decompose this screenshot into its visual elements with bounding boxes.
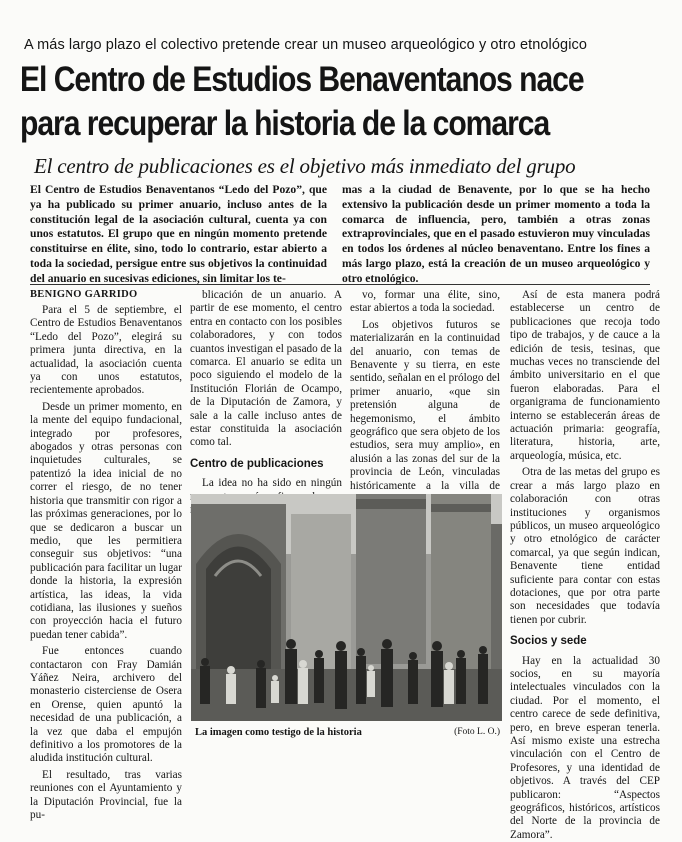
photo-credit: (Foto L. O.) bbox=[454, 727, 500, 737]
byline: BENIGNO GARRIDO bbox=[30, 289, 138, 300]
subhead-socios-sede: Socios y sede bbox=[510, 635, 587, 648]
kicker: A más largo plazo el colectivo pretende crear un museo arqueológico y otro etnológico bbox=[24, 37, 588, 53]
lead-left: El Centro de Estudios Benaventanos “Ledo del Pozo”, que ya ha publicado su primer anuario, incluso antes de la constitución legal de la asociación cultural, cuenta ya con unos estatutos. El grupo que en ningún momento pretende constituirse en élite, sino, todo lo contrario, estar abierto a toda la sociedad, persigue entre sus objetivos la continuidad del anuario en sucesivas ediciones, sin limitar los te- bbox=[30, 183, 327, 285]
headline-line-1: El Centro de Estudios Benaventanos nace bbox=[20, 60, 584, 99]
photo-caption bbox=[195, 727, 500, 738]
column-4 bbox=[510, 289, 660, 842]
lead-right: mas a la ciudad de Benavente, por lo que se ha hecho extensivo la publicación desde un primer momento a toda la comarca de influencia, pero, también a otras zonas extraprovinciales, que en el pasado estuvieron muy vinculadas en todos los órdenes al núcleo benaventano. Entre los fines a más largo plazo, está la creación de un museo arqueológico y otro etnológico. bbox=[342, 183, 650, 285]
column-2 bbox=[190, 289, 342, 518]
paragraph: Desde un primer momento, en la mente del equipo fundacional, integrado por profesores, abogados y otras personas con inquietudes culturales, se patentizó la idea inicial de no correr el riesgo, de no tener historia que transmitir con rigor a las próximas generaciones, por lo que se dedicaron a buscar un medio, que les permitiera conseguir sus objetivos: “una publicación para facilitar un lugar donde la historia, la expresión artística, las ideas, la vida cotidiana, las ilusiones y sueños con proyección hacia el futuro puedan tener cabida”. bbox=[30, 400, 182, 641]
paragraph: Así de esta manera podrá establecerse un centro de publicaciones que recoja todo tipo de trabajos, y de cauce a la edición de tesis, tesinas, que muchas veces no transciende del ámbito universitario en el que fueron elaboradas. Para el organigrama de funcionamiento interno se establecerán áreas de actuación primaria: geografía, literatura, historia, arte, arqueología, música, etc. bbox=[510, 289, 660, 462]
paragraph: Para el 5 de septiembre, el Centro de Estudios Benaventanos “Ledo del Pozo”, elegirá su primera junta directiva, en la actualidad, la asociación cuenta ya con unos estatutos, recientemente aprobados. bbox=[30, 304, 182, 397]
paragraph: El resultado, tras varias reuniones con el Ayuntamiento y la Diputación Provincial, fue la pu- bbox=[30, 768, 182, 822]
paragraph: vo, formar una élite, sino, estar abiertos a toda la sociedad. bbox=[350, 289, 500, 315]
paragraph: blicación de un anuario. A partir de ese momento, el centro entra en contacto con los posibles colaboradores, y con todos cuantos investigan el pasado de la comarca. El anuario se edita un poco siguiendo el modelo de la Institución Florián de Ocampo, de la Diputación de Zamora, y sale a la calle incluso antes de estar constituida la asociación como tal. bbox=[190, 289, 342, 449]
headline-line-2: para recuperar la historia de la comarca bbox=[20, 104, 550, 143]
photo-illustration bbox=[191, 494, 502, 721]
caption-text: La imagen como testigo de la historia bbox=[195, 727, 362, 738]
paragraph: Los objetivos futuros se materializarán en la continuidad del anuario, con temas de Benavente y su tierra, en este sentido, señalan en el prólogo del primer anuario, «que sin pretensión alguna de hegemonismo, el ámbito geográfico que sera objeto de los estudios, sera muy amplio», en alusión a las zonas del sur de la provincia de León, vinculadas históricamente a la villa de bbox=[350, 318, 500, 492]
headline bbox=[20, 58, 584, 146]
column-1 bbox=[30, 304, 182, 822]
paragraph: La idea no ha sido en ningún bbox=[202, 477, 342, 490]
paragraph: Hay en la actualidad 30 socios, en su mayoría intelectuales vinculados con la ciudad. Por el momento, el centro carece de sede definitiva, pero, en breve esperan tenerla. Así mismo existe una estrecha vinculación con el Centro de Profesores, y una identidad de objetivos. A través del CEP publicaron: “Aspectos geográficos, históricos, artísticos del Norte de la provincia de Zamora”. bbox=[510, 654, 660, 841]
deck: El centro de publicaciones es el objetivo más inmediato del grupo bbox=[34, 154, 576, 178]
paragraph: Otra de las metas del grupo es crear a más largo plazo en colaboración con otras instituciones y organismos públicos, un museo arqueológico y otro etnológico de carácter comarcal, ya que según indican, Benavente tiene entidad suficiente para contar con estas dotaciones, que por otra parte son necesidades que todavía tienen por cubrir. bbox=[510, 466, 660, 626]
historical-photo bbox=[191, 494, 502, 721]
paragraph: Fue entonces cuando contactaron con Fray Damián Yáñez Neira, archivero del monasterio cisterciense de Osera en Orense, quien apuntó la necesidad de una publicación, a la vez que daba el empujón definitivo a los promotores de la aludida institución cultural. bbox=[30, 645, 182, 765]
subhead-centro-publicaciones: Centro de publicaciones bbox=[190, 457, 324, 470]
divider bbox=[30, 284, 650, 285]
